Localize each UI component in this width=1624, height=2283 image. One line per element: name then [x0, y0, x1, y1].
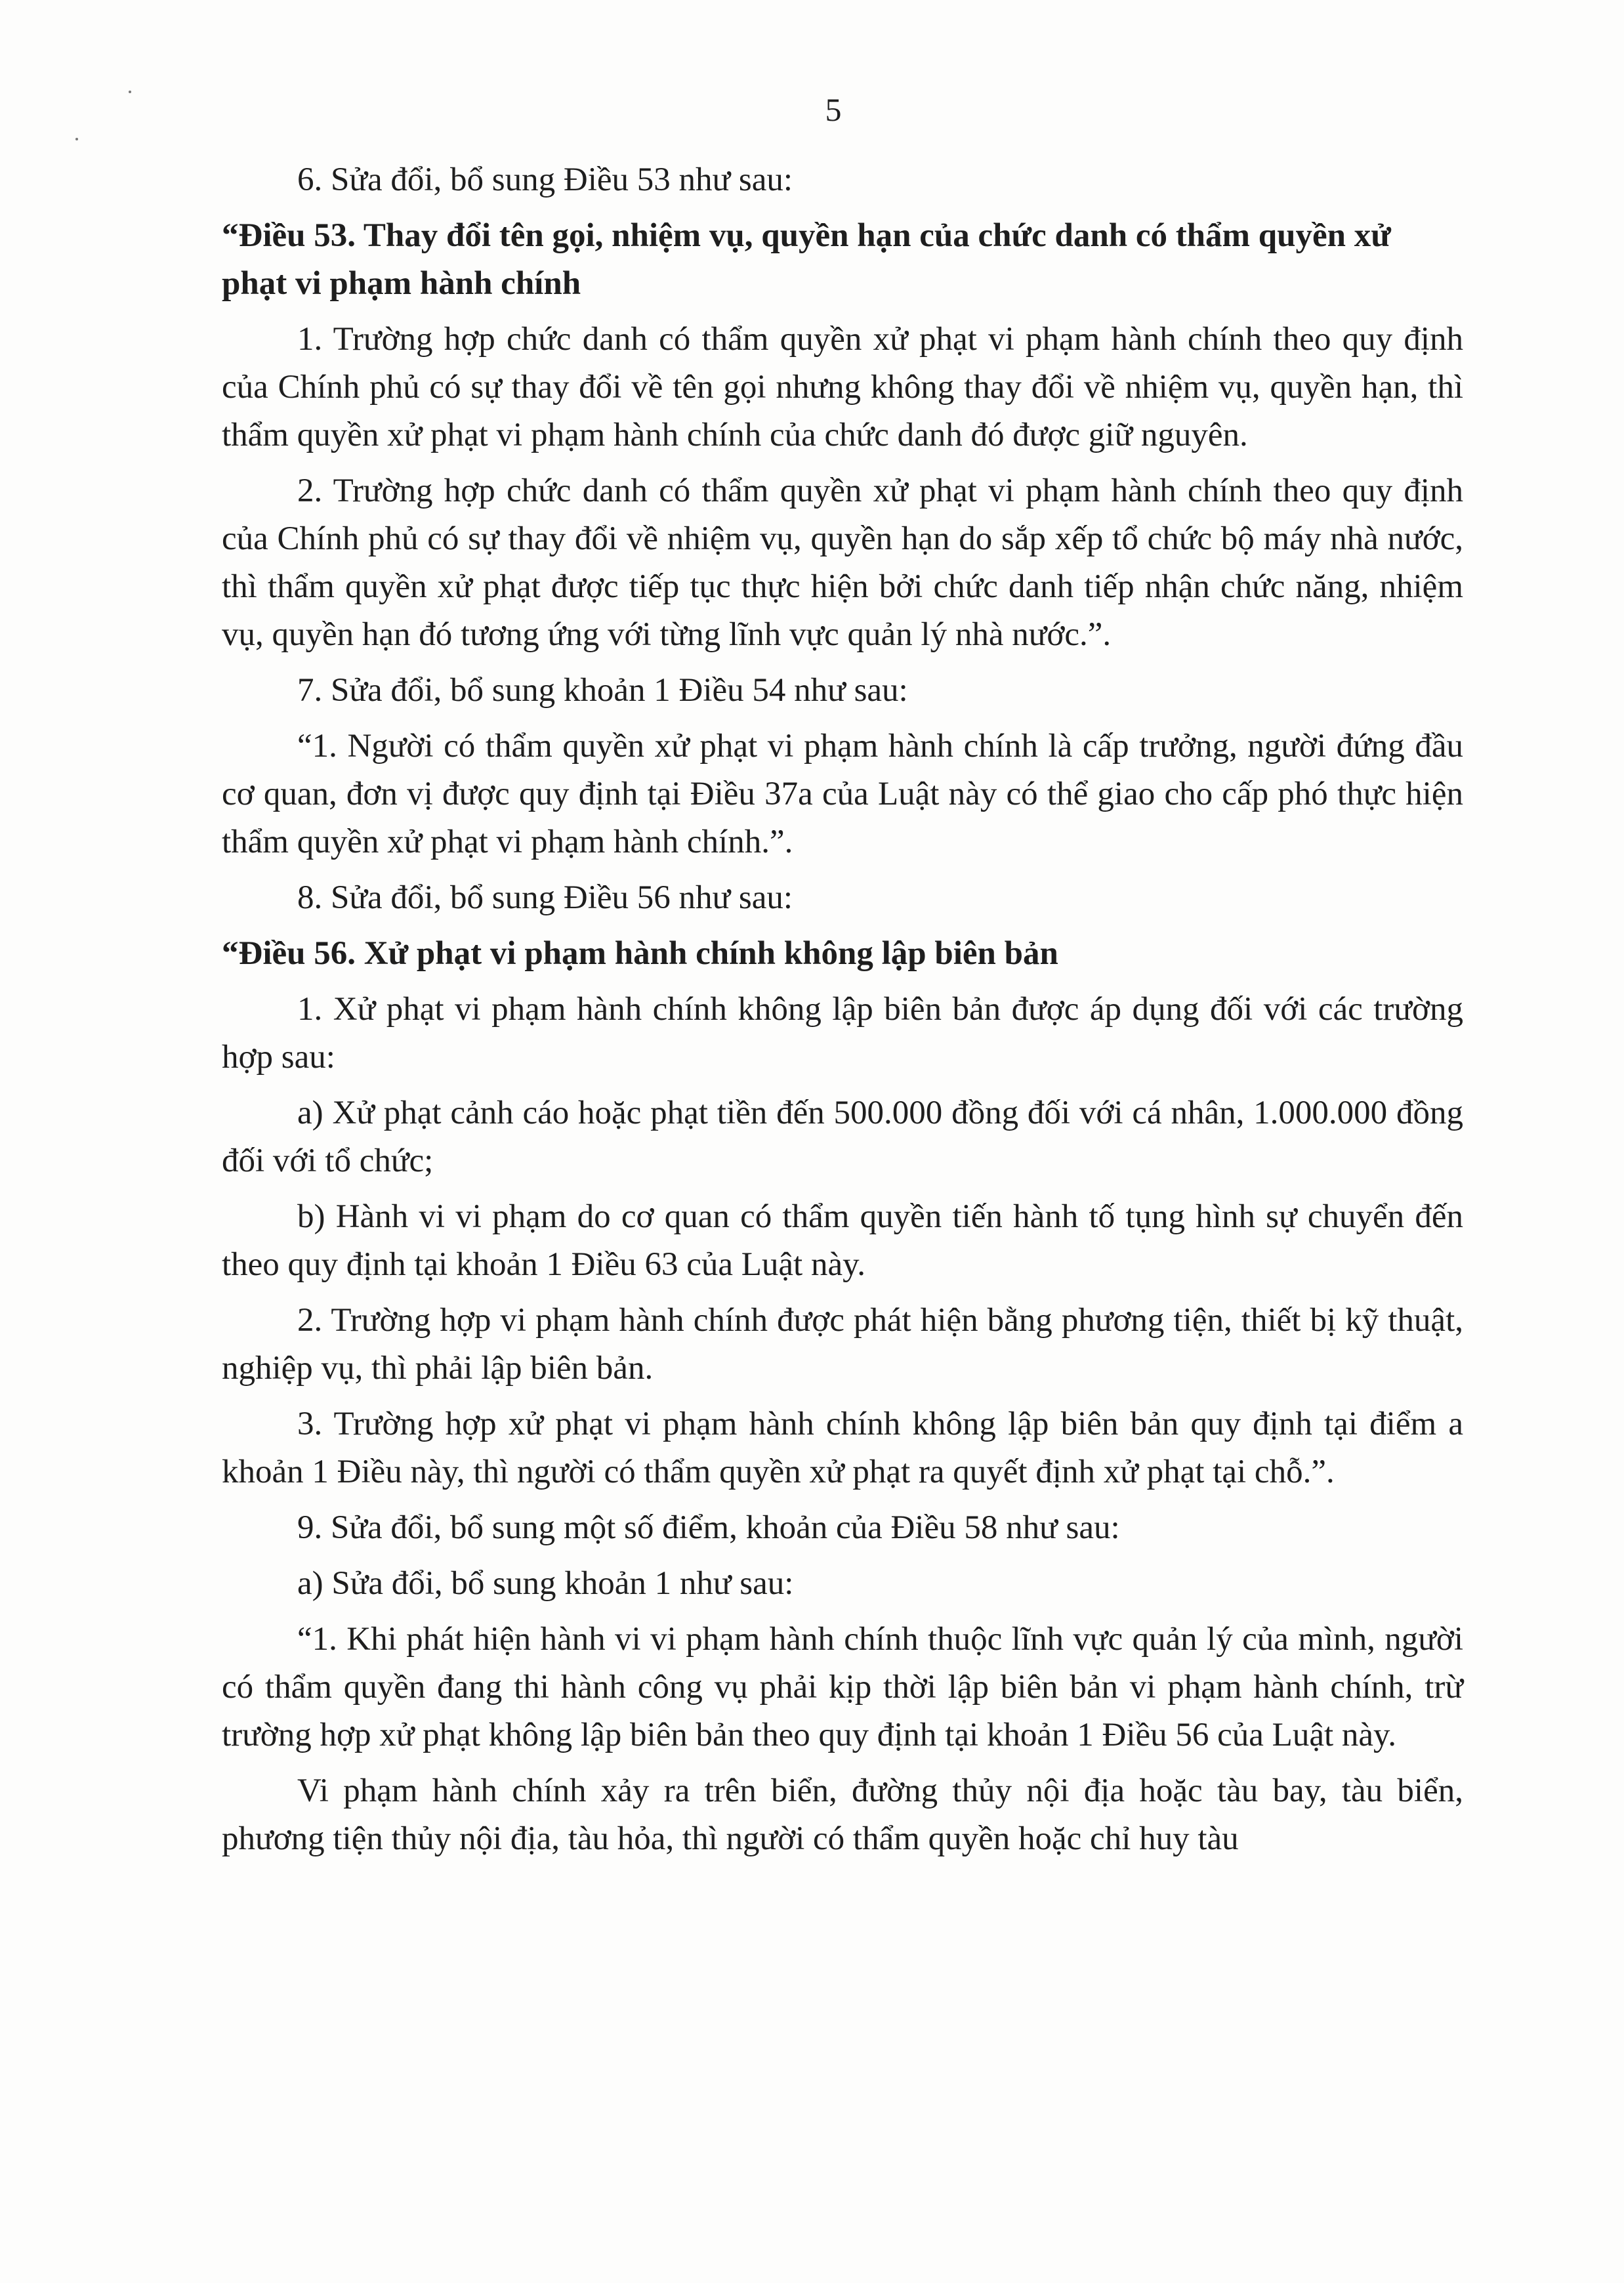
paragraph: b) Hành vi vi phạm do cơ quan có thẩm quyền tiến hành tố tụng hình sự chuyển đến theo quy định tại khoản 1 Điều 63 của Luật này.	[222, 1198, 1463, 1283]
article-heading: “Điều 56. Xử phạt vi phạm hành chính không lập biên bản	[222, 935, 1058, 972]
paragraph: 1. Trường hợp chức danh có thẩm quyền xử phạt vi phạm hành chính theo quy định của Chính phủ có sự thay đổi về tên gọi nhưng không thay đổi về nhiệm vụ, quyền hạn, thì thẩm quyền xử phạt vi phạm hành chính của chức danh đó được giữ nguyên.	[222, 321, 1463, 453]
paragraph: “1. Khi phát hiện hành vi vi phạm hành chính thuộc lĩnh vực quản lý của mình, người có thẩm quyền đang thi hành công vụ phải kịp thời lập biên bản vi phạm hành chính, trừ trường hợp xử phạt không lập biên bản theo quy định tại khoản 1 Điều 56 của Luật này.	[222, 1621, 1463, 1753]
paragraph: 7. Sửa đổi, bổ sung khoản 1 Điều 54 như sau:	[297, 672, 908, 709]
paragraph: 8. Sửa đổi, bổ sung Điều 56 như sau:	[297, 879, 793, 916]
paragraph: 9. Sửa đổi, bổ sung một số điểm, khoản của Điều 58 như sau:	[297, 1509, 1120, 1546]
paragraph: 3. Trường hợp xử phạt vi phạm hành chính không lập biên bản quy định tại điểm a khoản 1 Điều này, thì người có thẩm quyền xử phạt ra quyết định xử phạt tại chỗ.”.	[222, 1406, 1463, 1490]
paragraph: Vi phạm hành chính xảy ra trên biển, đường thủy nội địa hoặc tàu bay, tàu biển, phương tiện thủy nội địa, tàu hỏa, thì người có thẩm quyền hoặc chỉ huy tàu	[222, 1772, 1463, 1857]
scan-speck	[129, 91, 131, 93]
paragraph: 6. Sửa đổi, bổ sung Điều 53 như sau:	[297, 161, 793, 198]
paragraph: a) Sửa đổi, bổ sung khoản 1 như sau:	[297, 1565, 794, 1602]
scan-speck	[75, 138, 78, 140]
article-heading: “Điều 53. Thay đổi tên gọi, nhiệm vụ, quyền hạn của chức danh có thẩm quyền xử phạt vi phạm hành chính	[222, 217, 1391, 302]
page-number: 5	[825, 91, 842, 128]
paragraph: a) Xử phạt cảnh cáo hoặc phạt tiền đến 500.000 đồng đối với cá nhân, 1.000.000 đồng đối với tổ chức;	[222, 1095, 1463, 1179]
document-body	[222, 156, 1463, 1863]
paragraph: 2. Trường hợp vi phạm hành chính được phát hiện bằng phương tiện, thiết bị kỹ thuật, nghiệp vụ, thì phải lập biên bản.	[222, 1302, 1463, 1387]
paragraph: “1. Người có thẩm quyền xử phạt vi phạm hành chính là cấp trưởng, người đứng đầu cơ quan, đơn vị được quy định tại Điều 37a của Luật này có thể giao cho cấp phó thực hiện thẩm quyền xử phạt vi phạm hành chính.”.	[222, 728, 1463, 860]
paragraph: 1. Xử phạt vi phạm hành chính không lập biên bản được áp dụng đối với các trường hợp sau:	[222, 991, 1463, 1076]
paragraph: 2. Trường hợp chức danh có thẩm quyền xử phạt vi phạm hành chính theo quy định của Chính phủ có sự thay đổi về nhiệm vụ, quyền hạn do sắp xếp tổ chức bộ máy nhà nước, thì thẩm quyền xử phạt được tiếp tục thực hiện bởi chức danh tiếp nhận chức năng, nhiệm vụ, quyền hạn đó tương ứng với từng lĩnh vực quản lý nhà nước.”.	[222, 472, 1463, 653]
